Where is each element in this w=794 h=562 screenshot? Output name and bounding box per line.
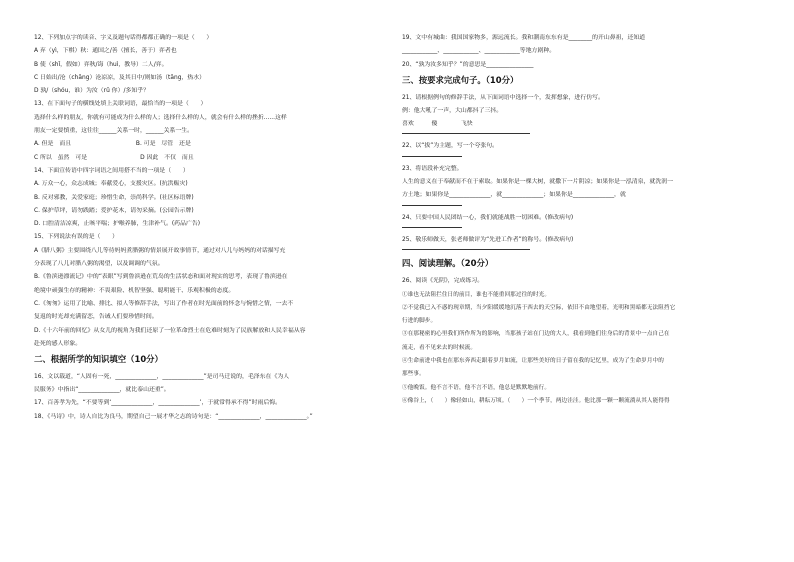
question-25: 25、敬乐师做天，张老师做评为“先进工作者”的称号。(修改病句)	[402, 236, 574, 243]
question-26: 26、阅读《光阴》，完成练习。	[402, 278, 484, 285]
section-3-heading: 三、按要求完成句子。（10分）	[402, 74, 519, 85]
answer-line	[402, 133, 530, 134]
question-21-words: 喜欢 傻 飞快	[402, 121, 473, 128]
question-13-options-cd: C 所以 虽然 可是 D 因此 不仅 而且	[34, 154, 194, 161]
question-12-option-d: D 孰/（shóu，谁）为汝（rǔ 你）/多知乎？	[34, 88, 150, 95]
question-15-option-a-2: 分表现了八儿对腊八粥的渴望，以及调调的气氛。	[34, 261, 164, 268]
question-17: 17、百善孝为先，“不要等到‘______________，______________’，于就常得承不得”时雨后悔。	[34, 400, 282, 407]
question-23: 23、将语段补充完整。	[402, 165, 463, 172]
question-14-option-b: B. 反对邪教，关爱家庭；珍惜生命，崇尚科学。(社区标语牌)	[34, 194, 194, 201]
question-15-option-b-1: B.《鲁滨逊漂流记》中的“表眼”写到鲁滨逊在荒岛的生活状态和面对现实的思考，表现了鲁滨逊在	[34, 274, 288, 281]
question-14-option-d: D. 口腔清洁凉爽，止咳平喘；护喉养肺，生津补气。(药品广告)	[34, 221, 201, 228]
answer-line	[402, 227, 462, 228]
passage-paragraph-2: ②不觉我已入不惑的现章期，当夕阳缓缓地沉落于西去的天空际，依旧不由地望着，光明和黑暗都无法阻挡它	[402, 304, 676, 311]
question-14: 14、下面宣传语中四字词语之间用搭不当的一项是（ ）	[34, 167, 189, 174]
question-21-example: 例：他大吼了一声，大山都抖了三抖。	[402, 107, 503, 114]
question-12-option-c: C 日始出/沧（chāng）沧凉凉，及其日中/则如汤（tāng，热水）	[34, 74, 205, 81]
question-12-option-b: B 使（shǐ，假如）弈秋/诲（huì，教导）二人/弈。	[34, 61, 168, 68]
question-14-option-a: A. 万众一心，众志成城；奉献爱心，支援灾区。(抗洪赈灾)	[34, 181, 188, 188]
question-15-option-d-1: D.《十六年前的回忆》从女儿的视角为我们还原了一位革命烈士在危难时刻为了民族解放和人民幸福从容	[34, 327, 306, 334]
question-13-text-1: 选择什么样的朋友，你就有可能成为什么样的人；选择什么样的人，就会有什么样的挫折......这样	[34, 114, 287, 121]
passage-paragraph-2-cont: 行进的脚步。	[402, 318, 437, 325]
question-14-option-c: C. 保护草坪，请勿践踏；爱护花木，请勿采摘。(公园告示牌)	[34, 207, 194, 214]
passage-paragraph-1: ①谁也无法阻拦住日的前目，谁也不能重回那过往的时光。	[402, 291, 551, 298]
right-column	[402, 34, 764, 410]
passage-paragraph-5: ⑤他晚饭。他不言不语，他不言不语，他总是默默地前行。	[402, 384, 551, 391]
question-15: 15、下列说法有误的是（ ）	[34, 234, 119, 241]
question-16-cont: 民服务》中指出“______________，就比泰山还重”。	[34, 387, 170, 394]
passage-paragraph-3: ③在那秘密的心里我们所作所为的影响，当那孩子站在门边的大人，我看到他们往身后的背景中一点自己在	[402, 331, 670, 338]
passage-paragraph-4-cont: 那些事。	[402, 371, 425, 378]
question-24: 24、只要中国人民团结一心，我们就能战胜一切困难。(修改病句)	[402, 214, 574, 221]
passage-paragraph-6: ⑥像谷上，（ ）像轻如山，耕耘万顷。（ ）一个季节，两边洼洼。他比那一颗一颗流淌从其人能得得	[402, 397, 670, 404]
question-13-text-2: 朋友一定要慎重，这往往______关系一时，______关系一生。	[34, 128, 194, 135]
answer-line	[402, 205, 462, 206]
question-15-option-c-2: 复返的时光却充满留恋，告诫人们要珍惜时间。	[34, 314, 158, 321]
question-19-cont: ____________、____________、____________等地方剧种。	[402, 48, 556, 55]
section-2-heading: 二、根据所学的知识填空（10分）	[34, 353, 163, 364]
passage-paragraph-4: ④生命前进中我也在那东奔西走跟着岁月如流，让那些美好的日子留在我的记忆里，成为了生命岁月中的	[402, 358, 664, 365]
question-12-option-a: A 弃（yì，下棋）秋：通国之/善（擅长，善于）弈者也	[34, 48, 177, 55]
left-column	[34, 34, 394, 426]
question-19: 19、文中有城曲：我国国家物多，源远流长。我和潮南东东有是________的开山鼻祖，还知道	[402, 35, 646, 41]
question-16: 16、文以载道，“人固有一死，______________，______________”是司马迁说的，毛泽东在《为人	[34, 373, 290, 380]
question-20: 20、“孰为汝多知乎？”的意思是________________	[402, 61, 534, 68]
answer-line	[402, 249, 530, 250]
passage-paragraph-3-cont: 流走，看不见来去的时候流。	[402, 344, 477, 351]
answer-line	[402, 156, 462, 157]
question-23-text-2: 方土地；如果你是______________，就______________；如果你是______________，就	[402, 192, 626, 199]
question-13-options-ab: A. 但是 而且 B. 可是 尽管 还是	[34, 141, 191, 148]
question-15-option-b-2: 绝境中顽强生存的精神：不畏艰险、机智坚强、聪明能干、乐观积极的态度。	[34, 287, 235, 294]
question-23-text-1: 人生的意义在于奉献而不在于索取。如果你是一棵大树，就撒下一片阴凉；如果你是一泓清泉，就洗润一	[402, 179, 673, 186]
question-21: 21、请根据例句的修辞手法，从下面词语中选择一个，发挥想象，进行仿写。	[402, 94, 604, 101]
question-18: 18、《马诗》中，诗人自比为良马，期望自己一展才华之志的诗句是：“______________，______________。”	[34, 413, 313, 420]
question-12: 12、下列加点字的读音、字义及题句话得都都正确的一项是（ ）	[34, 35, 213, 41]
question-15-option-a-1: A《腊八粥》主要围绕八儿等待妈妈煮腊粥的情景展开故事情节，通过对八儿与妈妈的对话描写充	[34, 247, 286, 254]
section-4-heading: 四、阅读理解。（20分）	[402, 258, 494, 269]
question-15-option-d-2: 赴死的感人形象。	[34, 340, 82, 347]
question-15-option-c-1: C.《匆匆》运用了比喻、排比、拟人等修辞手法，写出了作者在时光面前的怀念与惋惜之情，一去不	[34, 300, 294, 307]
question-13: 13、在下面句子的横线处填上关联词语，最恰当的一项是（ ）	[34, 101, 207, 108]
question-22: 22、以“拔”为主题，写一个夸张句。	[402, 143, 499, 150]
